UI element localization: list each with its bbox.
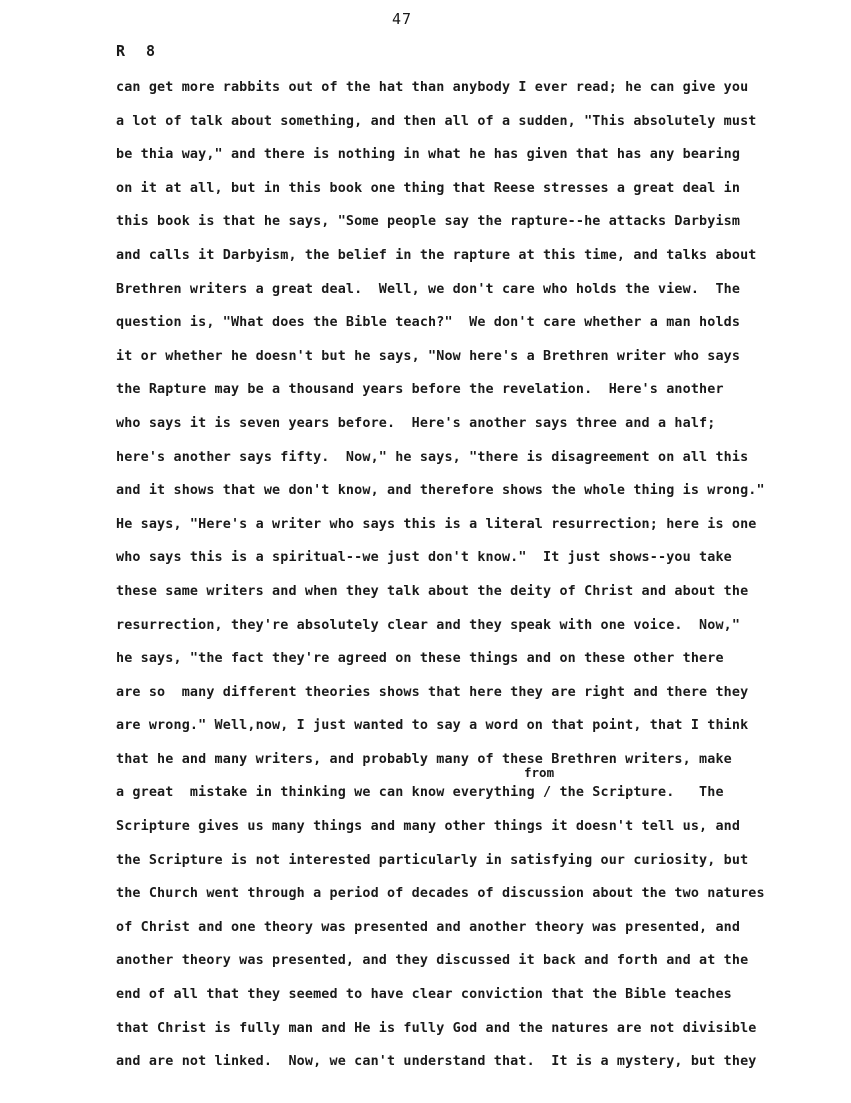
text-line: the Church went through a period of decades of discussion about the two natures [116,886,765,902]
text-line: on it at all, but in this book one thing that Reese stresses a great deal in [116,180,741,196]
text-line: who says it is seven years before. Here's another says three and a half; [116,415,716,431]
text-line: are wrong." Well,now, I just wanted to say a word on that point, that I think [116,718,749,734]
text-line: Brethren writers a great deal. Well, we don't care who holds the view. The [116,281,741,297]
text-line: this book is that he says, "Some people say the rapture--he attacks Darbyism [116,214,741,230]
text-line: a great mistake in thinking we can know everything / the Scripture. The [116,785,724,801]
text-line: it or whether he doesn't but he says, "Now here's a Brethren writer who says [116,348,741,364]
text-line: another theory was presented, and they discussed it back and forth and at the [116,953,749,969]
text-line: He says, "Here's a writer who says this is a literal resurrection; here is one [116,516,757,532]
body-text [116,78,816,1086]
text-line: of Christ and one theory was presented and another theory was presented, and [116,919,741,935]
text-line: that he and many writers, and probably many of these Brethren writers, make [116,751,732,767]
text-line: that Christ is fully man and He is fully God and the natures are not divisible [116,1020,757,1036]
text-line: resurrection, they're absolutely clear and they speak with one voice. Now," [116,617,741,633]
text-line: the Rapture may be a thousand years before the revelation. Here's another [116,382,724,398]
text-line: and are not linked. Now, we can't understand that. It is a mystery, but they [116,1054,757,1070]
text-line: and calls it Darbyism, the belief in the rapture at this time, and talks about [116,247,757,263]
text-line: here's another says fifty. Now," he says, "there is disagreement on all this [116,449,749,465]
text-line: these same writers and when they talk about the deity of Christ and about the [116,583,749,599]
section-mark: R 8 [116,42,162,60]
text-line: a lot of talk about something, and then all of a sudden, "This absolutely must [116,113,757,129]
text-line: end of all that they seemed to have clear conviction that the Bible teaches [116,987,732,1003]
text-line: who says this is a spiritual--we just don't know." It just shows--you take [116,550,732,566]
interlinear-insertion: from [524,765,555,780]
text-line: are so many different theories shows that here they are right and there they [116,684,749,700]
text-line: and it shows that we don't know, and therefore shows the whole thing is wrong." [116,483,765,499]
text-line: the Scripture is not interested particularly in satisfying our curiosity, but [116,852,749,868]
text-line: he says, "the fact they're agreed on these things and on these other there [116,651,724,667]
text-line: can get more rabbits out of the hat than anybody I ever read; he can give you [116,80,749,95]
text-line: question is, "What does the Bible teach?" We don't care whether a man holds [116,315,741,331]
text-line: Scripture gives us many things and many other things it doesn't tell us, and [116,819,741,835]
text-line: be thia way," and there is nothing in what he has given that has any bearing [116,147,741,163]
page-number: 47 [392,10,413,28]
